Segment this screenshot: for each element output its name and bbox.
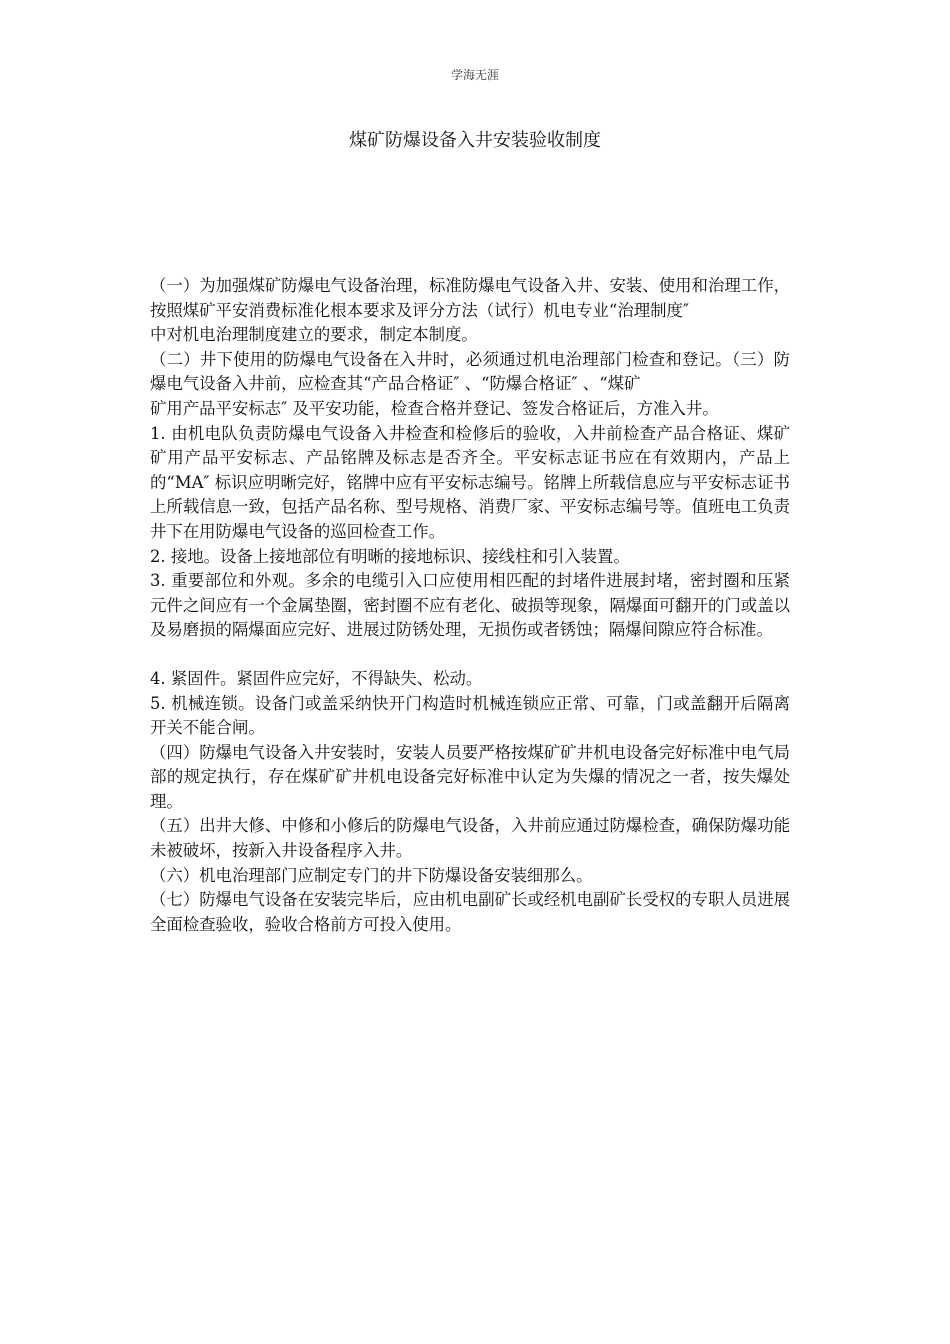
paragraph: （四）防爆电气设备入井安装时，安装人员要严格按煤矿矿井机电设备完好标准中电气局部的规定执行，存在煤矿矿井机电设备完好标准中认定为失爆的情况之一者，按失爆处理。 [150,742,790,811]
paragraph: （七）防爆电气设备在安装完毕后，应由机电副矿长或经机电副矿长受权的专职人员进展全面检查验收，验收合格前方可投入使用。 [150,890,790,934]
paragraph: 矿用产品平安标志″ 及平安功能，检查合格并登记、签发合格证后，方准入井。 [150,398,719,418]
paragraph: （二）井下使用的防爆电气设备在入井时，必须通过机电治理部门检查和登记。（三）防爆电气设备入井前，应检查其“产品合格证″ 、“防爆合格证″ 、“煤矿 [150,349,790,394]
paragraph: （六）机电治理部门应制定专门的井下防爆设备安装细那么。 [150,865,593,885]
paragraph: （一）为加强煤矿防爆电气设备治理，标准防爆电气设备入井、安装、使用和治理工作，按照煤矿平安消费标准化根本要求及评分方法（试行）机电专业“治理制度″ [150,276,790,320]
paragraph: （五）出井大修、中修和小修后的防爆电气设备，入井前应通过防爆检查，确保防爆功能未被破坏，按新入井设备程序入井。 [150,816,790,861]
paragraph: 中对机电治理制度建立的要求，制定本制度。 [150,325,478,345]
paragraph: 4. 紧固件。紧固件应完好，不得缺失、松动。 [150,668,483,688]
blank-line [150,643,790,667]
paragraph: 2. 接地。设备上接地部位有明晰的接地标识、接线柱和引入装置。 [150,546,630,566]
paragraph: 3. 重要部位和外观。多余的电缆引入口应使用相匹配的封堵件进展封堵，密封圈和压紧元件之间应有一个金属垫圈，密封圈不应有老化、破损等现象，隔爆面可翻开的门或盖以及易磨损的隔爆面应完好、进展过防锈处理，无损伤或者锈蚀；隔爆间隙应符合标准。 [150,571,790,640]
paragraph: 1. 由机电队负责防爆电气设备入井检查和检修后的验收，入井前检查产品合格证、煤矿矿用产品平安标志、产品铭牌及标志是否齐全。平安标志证书应在有效期内，产品上的“MA″ 标识应明晰完好，铭牌中应有平安标志编号。铭牌上所载信息应与平安标志证书上所载信息一致，包括产品名称、型号规格、消费厂家、平安标志编号等。值班电工负责井下在用防爆电气设备的巡回检查工作。 [150,423,790,541]
page-header: 学海无涯 [450,68,499,82]
document-title: 煤矿防爆设备入井安装验收制度 [349,130,601,151]
paragraph: 5. 机械连锁。设备门或盖采纳快开门构造时机械连锁应正常、可靠，门或盖翻开后隔离开关不能合闸。 [150,693,790,738]
document-body [150,274,790,937]
